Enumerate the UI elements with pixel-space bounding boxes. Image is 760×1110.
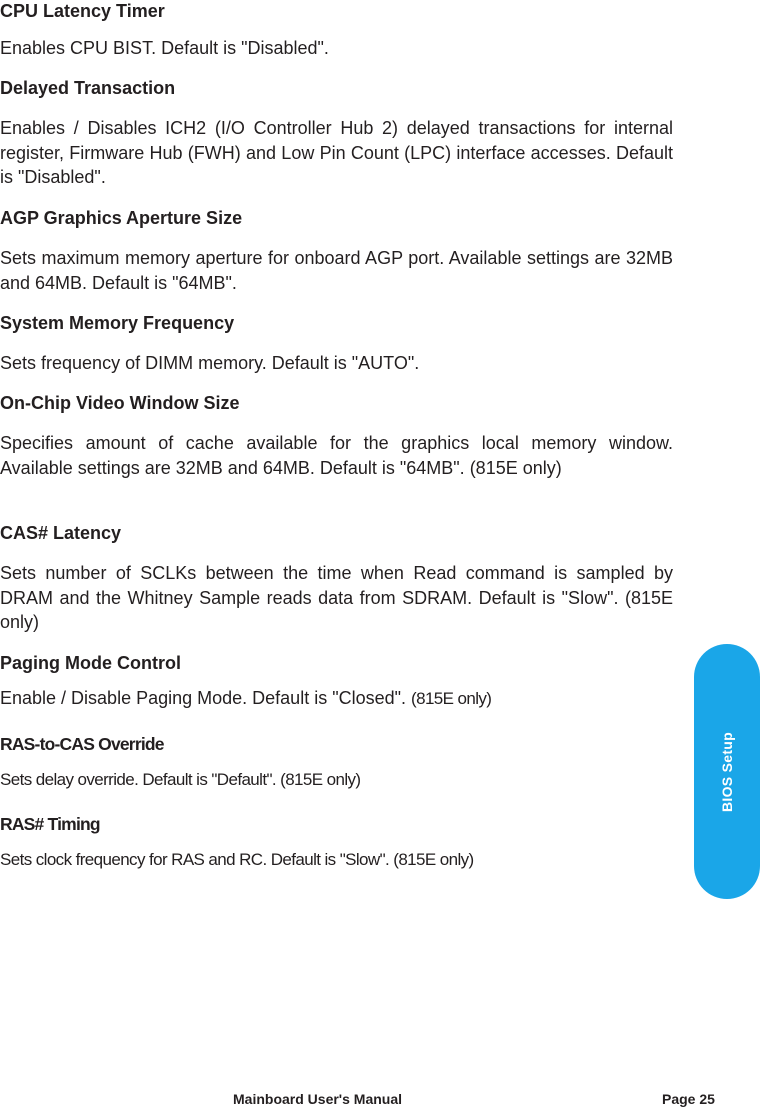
footer-page-number: Page 25 [662,1091,715,1107]
section-title-agp-aperture-size: AGP Graphics Aperture Size [0,208,243,228]
footer-manual-title: Mainboard User's Manual [233,1091,403,1107]
section-title-ras-to-cas-override: RAS-to-CAS Override [0,734,164,754]
paging-mode-main-text: Enable / Disable Paging Mode. Default is "Closed". [0,688,407,708]
paging-mode-note-text: (815E only) [411,689,492,708]
bios-setup-side-tab [694,644,760,899]
section-body-on-chip-video-window-size: Specifies amount of cache available for the graphics local memory window. Available settings are 32MB and 64MB. Default is "64MB". (815E only) [0,433,673,478]
section-title-on-chip-video-window-size: On-Chip Video Window Size [0,393,240,413]
section-body-paging-mode-control [0,686,673,712]
section-body-delayed-transaction: Enables / Disables ICH2 (I/O Controller Hub 2) delayed transactions for internal register, Firmware Hub (FWH) and Low Pin Count (LPC) interface accesses. Default is "Disabled". [0,118,673,187]
section-title-system-memory-frequency: System Memory Frequency [0,313,235,333]
section-body-system-memory-frequency: Sets frequency of DIMM memory. Default is "AUTO". [0,353,420,373]
side-tab-label: BIOS Setup [719,731,735,812]
section-title-cas-latency: CAS# Latency [0,523,122,543]
section-title-ras-timing: RAS# Timing [0,814,100,834]
section-body-agp-aperture-size: Sets maximum memory aperture for onboard AGP port. Available settings are 32MB and 64MB. Default is "64MB". [0,248,673,293]
section-body-cpu-latency-timer: Enables CPU BIST. Default is "Disabled". [0,38,329,58]
section-title-cpu-latency-timer: CPU Latency Timer [0,1,165,21]
section-body-cas-latency: Sets number of SCLKs between the time when Read command is sampled by DRAM and the Whitney Sample reads data from SDRAM. Default is "Slow". (815E only) [0,563,673,632]
section-body-ras-to-cas-override: Sets delay override. Default is "Default". (815E only) [0,770,361,789]
section-body-ras-timing: Sets clock frequency for RAS and RC. Default is "Slow". (815E only) [0,850,474,869]
section-title-delayed-transaction: Delayed Transaction [0,78,176,98]
section-title-paging-mode-control: Paging Mode Control [0,653,181,673]
